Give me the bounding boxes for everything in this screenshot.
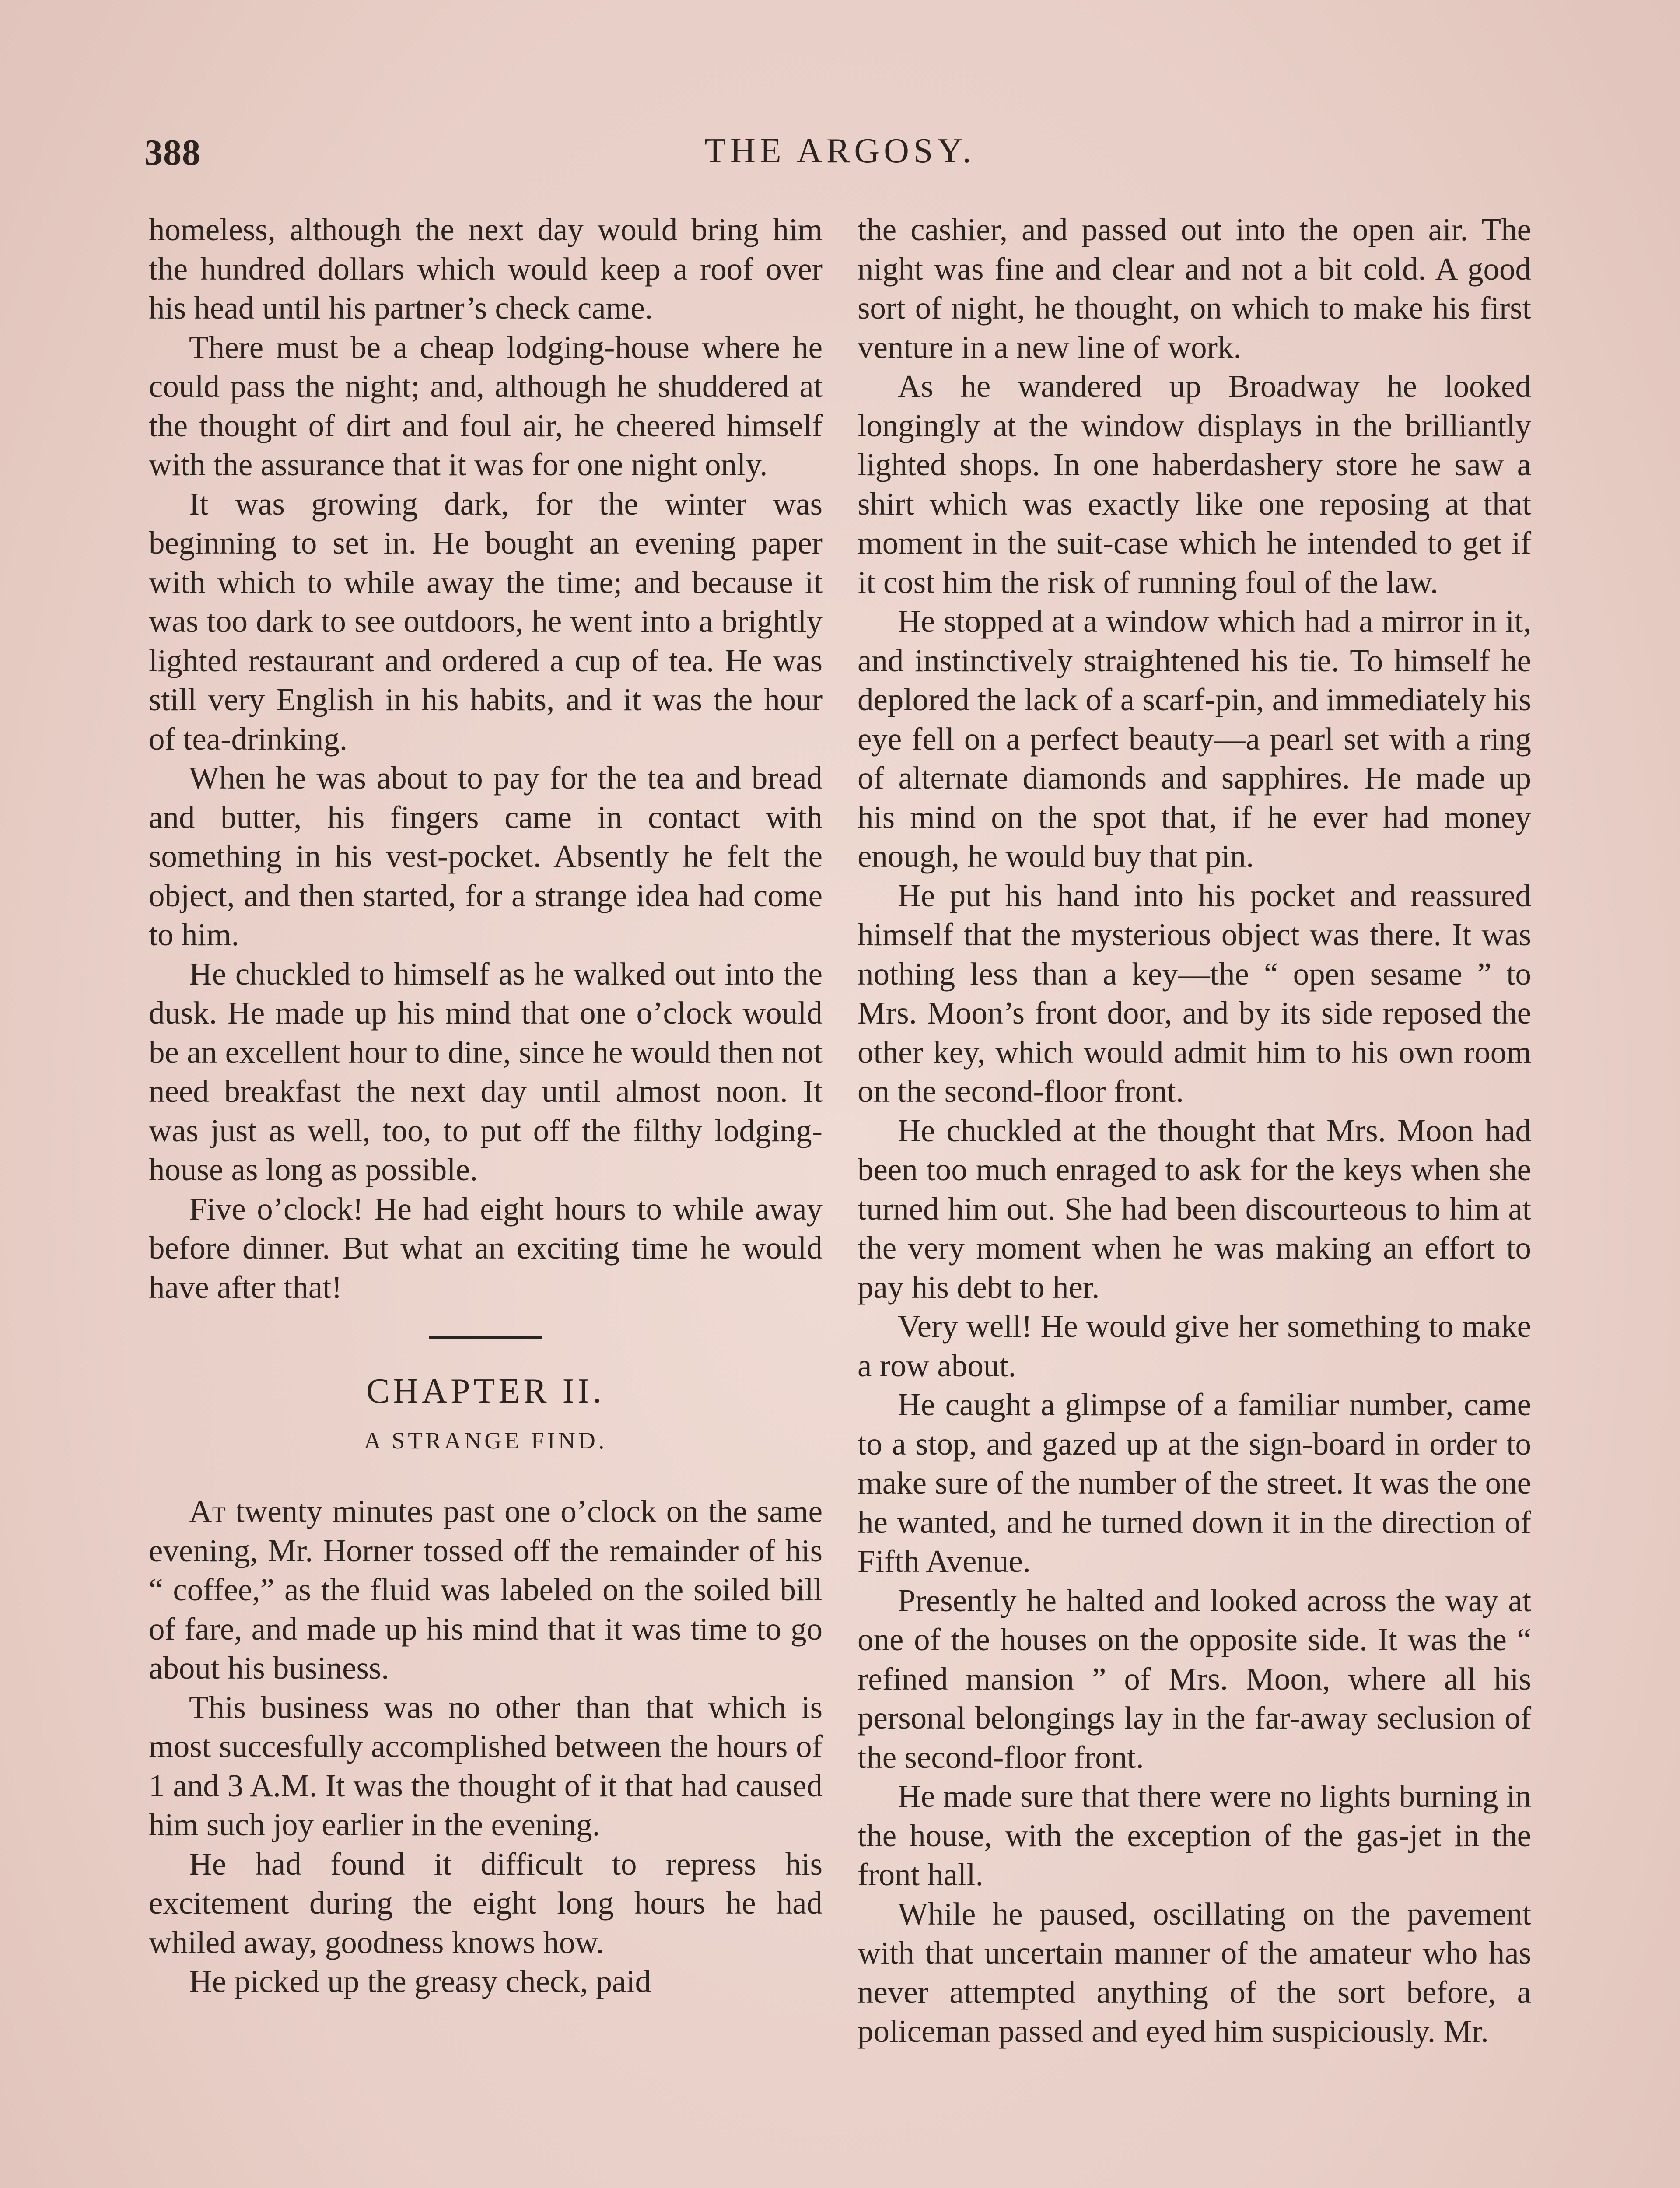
paragraph: He chuckled at the thought that Mrs. Moon had been too much enraged to ask for the keys when she turned him out. She had been discourteous to him at the very moment when he was making an effort to pay his debt to her. <box>858 1112 1531 1305</box>
paragraph: When he was about to pay for the tea and bread and butter, his fingers came in contact with something in his vest-pocket. Absently he felt the object, and then started, for a strange idea had come to him. <box>149 760 822 952</box>
paragraph: As he wandered up Broadway he looked longingly at the window displays in the brilliantly lighted shops. In one haberdashery store he saw a shirt which was exactly like one reposing at that moment in the suit-case which he intended to get if it cost him the risk of running foul of the law. <box>858 368 1531 600</box>
right-column <box>858 210 1531 2051</box>
paragraph: He caught a glimpse of a familiar number, came to a stop, and gazed up at the sign-board in order to make sure of the number of the street. It was the one he wanted, and he turned down it in the direction of Fifth Avenue. <box>858 1387 1531 1579</box>
paragraph: He made sure that there were no lights burning in the house, with the exception of the gas-jet in the front hall. <box>858 1778 1531 1892</box>
chapter-subtitle: A STRANGE FIND. <box>364 1427 608 1454</box>
paragraph: There must be a cheap lodging-house where he could pass the night; and, although he shuddered at the thought of dirt and foul air, he cheered himself with the assurance that it was for one night only. <box>149 329 822 482</box>
paragraph: Five o’clock! He had eight hours to while away before dinner. But what an exciting time he would have after that! <box>149 1191 822 1305</box>
left-column <box>149 210 822 2001</box>
paragraph: This business was no other than that which is most succesfully accomplished between the hours of 1 and 3 A.M. It was the thought of it that had caused him such joy earlier in the evening. <box>149 1689 822 1842</box>
chapter-title: CHAPTER II. <box>366 1372 605 1410</box>
paragraph: He put his hand into his pocket and reassured himself that the mysterious object was there. It was nothing less than a key—the “ open sesame ” to Mrs. Moon’s front door, and by its side reposed the other key, which would admit him to his own room on the second-floor front. <box>858 877 1531 1109</box>
paragraph: He chuckled to himself as he walked out into the dusk. He made up his mind that one o’clock would be an excellent hour to dine, since he would then not need breakfast the next day until almost noon. It was just as well, too, to put off the filthy lodging-house as long as possible. <box>149 956 822 1187</box>
section-divider <box>429 1336 542 1339</box>
chapter-opening-text: twenty minutes past one o’clock on the same evening, Mr. Horner tossed off the remainder of his “ coffee,” as the fluid was labeled on the soiled bill of fare, and made up his mind that it was time to go about his business. <box>149 1494 822 1686</box>
chapter-opening-paragraph <box>149 1492 822 1688</box>
paragraph: He picked up the greasy check, paid <box>189 1964 651 1999</box>
paragraph: He had found it difficult to repress his excitement during the eight long hours he had whiled away, goodness knows how. <box>149 1846 822 1960</box>
paragraph: It was growing dark, for the winter was beginning to set in. He bought an evening paper with which to while away the time; and because it was too dark to see outdoors, he went into a brightly lighted restaurant and ordered a cup of tea. He was still very English in his habits, and it was the hour of tea-drinking. <box>149 486 822 757</box>
page-header <box>144 131 1536 179</box>
paragraph: Very well! He would give her something to make a row about. <box>858 1308 1531 1383</box>
chapter-opening-word: At <box>189 1494 226 1529</box>
paragraph: homeless, although the next day would bring him the hundred dollars which would keep a roof over his head until his partner’s check came. <box>149 212 822 326</box>
paragraph: the cashier, and passed out into the open air. The night was fine and clear and not a bit cold. A good sort of night, he thought, on which to make his first venture in a new line of work. <box>858 212 1531 365</box>
paragraph: He stopped at a window which had a mirror in it, and instinctively straightened his tie. To himself he deplored the lack of a scarf-pin, and immediately his eye fell on a perfect beauty—a pearl set with a ring of alternate diamonds and sapphires. He made up his mind on the spot that, if he ever had money enough, he would buy that pin. <box>858 603 1531 874</box>
running-title: THE ARGOSY. <box>704 132 976 170</box>
paragraph: While he paused, oscillating on the pavement with that uncertain manner of the amateur who has never attempted anything of the sort before, a policeman passed and eyed him suspiciously. Mr. <box>858 1896 1531 2049</box>
page-number: 388 <box>144 132 201 173</box>
paragraph: Presently he halted and looked across the way at one of the houses on the opposite side. It was the “ refined mansion ” of Mrs. Moon, where all his personal belongings lay in the far-away seclusion of the second-floor front. <box>858 1582 1531 1775</box>
